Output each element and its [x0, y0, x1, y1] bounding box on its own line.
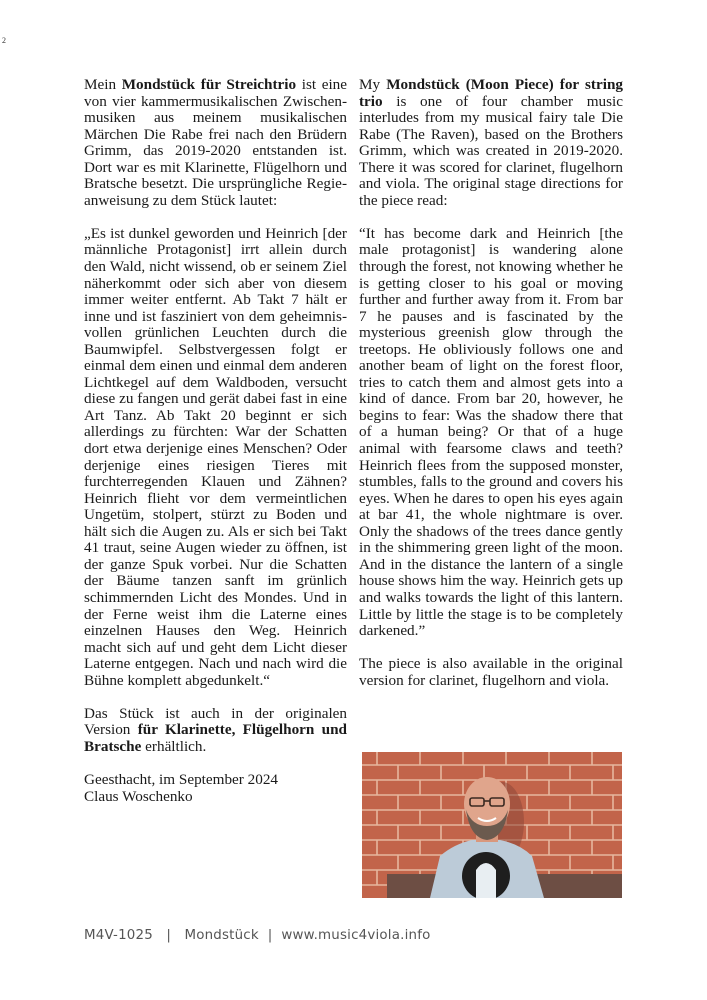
german-title-bold: Mondstück für Streichtrio	[121, 76, 297, 93]
english-stage-directions-quote: “It has become dark and Heinrich [the male protagonist] is wandering alone through the forest, not knowing whether he is getting closer to his goal or moving further and further away from it. From bar 7 he pauses and is fascinated by the mysterious greenish glow through the treetops. He obliviously follows one and another beam of light on the forest floor, tries to catch them and almost gets into a kind of dance. From bar 20, however, he begins to fear: Was the shadow there that of a human being? Or that of a huge animal with fearsome claws and teeth? Heinrich flees from the supposed monster, stumbles, falls to the ground and covers his eyes. When he dares to open his eyes again at bar 41, the whole nightmare is over. Only the shadows of the trees dance gently in the shimmering green light of the moon. And in the distance the lantern of a single house shows him the way. Heinrich gets up and walks towards the light of this lantern. Little by little the stage is to be completely darkened.”	[359, 224, 623, 640]
german-column	[84, 77, 347, 805]
composer-photo	[362, 752, 622, 898]
page-number: 2	[2, 36, 6, 45]
english-availability-paragraph: The piece is also available in the original version for clarinet, flugelhorn and viola.	[359, 655, 623, 689]
website-link[interactable]: www.music4viola.info	[281, 928, 431, 943]
german-stage-directions-quote: „Es ist dunkel geworden und Heinrich [der männliche Protagonist] irrt allein durch den Wald, nicht wissend, ob er seinem Ziel näherkommt oder sich aber von diesem immer weiter entfernt. Ab Takt 7 hält er inne und ist fasziniert von dem geheimnisvollen grünlichen Leuchten durch die Baumwipfel. Selbstvergessen folgt er einmal dem einen und einmal dem anderen Lichtkegel auf dem Waldboden, versucht diese zu fangen und gerät dabei fast in eine Art Tanz. Ab Takt 20 beginnt er sich allerdings zu fürchten: War der Schatten dort etwa derjenige eines Menschen? Oder derjenige eines riesigen Tieres mit furchterregenden Klauen und Zähnen? Heinrich flieht vor dem vermeintlichen Ungetüm, stolpert, stürzt zu Boden und hält sich die Augen zu. Als er sich bei Takt 41 traut, seine Augen wieder zu öffnen, ist der ganze Spuk vorbei. Nur die Schatten der Bäume tanzen sanft im grünlich schimmernden Licht des Mondes. Und in der Ferne weist ihm die Laterne eines einzelnen Hauses den Weg. Heinrich macht sich auf und geht dem Licht dieser Laterne entgegen. Nach und nach wird die Bühne komplett abgedunkelt.“	[84, 224, 347, 689]
german-availability-paragraph: Das Stück ist auch in der originalen Version für Klarinette, Flügelhorn und Bratsche erhältlich.	[84, 704, 347, 755]
english-intro-paragraph: My Mondstück (Moon Piece) for string trio is one of four chamber music interludes from my musical fairy tale Die Rabe (The Raven), based on the Brothers Grimm, which was created in 2019-2020. There it was scored for clarinet, flugelhorn and viola. The original stage directions for the piece read:	[359, 76, 623, 209]
footer-separator: |	[267, 928, 273, 943]
german-intro-paragraph: Mein Mondstück für Streichtrio ist eine von vier kammermusikalischen Zwischenmusiken aus meinem musikalischen Märchen Die Rabe frei nach den Brüdern Grimm, das 2019-2020 entstanden ist. Dort war es mit Klarinette, Flügelhorn und Bratsche besetzt. Die ursprüngliche Regieanweisung zu dem Stück lautet:	[84, 76, 348, 209]
footer-title: Mondstück	[184, 928, 259, 943]
catalog-number: M4V-1025	[84, 928, 153, 943]
english-title-bold: Mondstück (Moon Piece) for string trio	[359, 76, 623, 110]
page-footer	[84, 928, 431, 943]
footer-separator: |	[166, 928, 172, 943]
english-column	[359, 77, 623, 706]
german-instrumentation-bold: für Klarinette, Flügelhorn und Bratsche	[84, 721, 347, 755]
author-name: Claus Woschenko	[84, 787, 193, 805]
place-date: Geesthacht, im September 2024	[84, 770, 279, 788]
